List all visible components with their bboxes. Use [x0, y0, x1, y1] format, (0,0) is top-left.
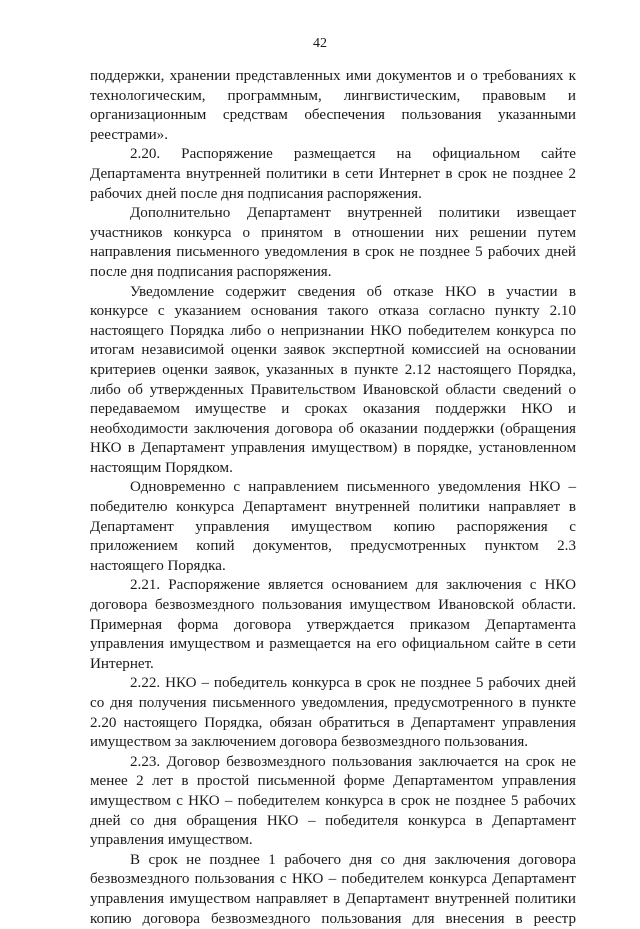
paragraph: 2.23. Договор безвозмездного пользования заключается на срок не менее 2 лет в простой письменной форме Департаментом управления имуществом с НКО – победителем конкурса в срок не позднее 5 рабочих дней со дня обращения НКО – победителя конкурса в Департамент управления имуществом.: [90, 753, 576, 849]
document-body: [90, 67, 576, 929]
paragraph: В срок не позднее 1 рабочего дня со дня заключения договора безвозмездного пользования с НКО – победителем конкурса Департамент управления имуществом направляет в Департамент внутренней политики копию договора безвозмездного пользования для внесения в реестр: [90, 851, 576, 927]
paragraph: поддержки, хранении представленных ими документов и о требованиях к технологическим, программным, лингвистическим, правовым и организационным средствам обеспечения пользования указанными реестрами».: [90, 68, 576, 143]
paragraph: Уведомление содержит сведения об отказе НКО в участии в конкурсе с указанием основания такого отказа согласно пункту 2.10 настоящего Порядка либо о непризнании НКО победителем конкурса по итогам независимой оценки заявок экспертной комиссией на основании критериев оценки заявок, указанных в пункте 2.12 настоящего Порядка, либо об утвержденных Правительством Ивановской области сведений о передаваемом имуществе и сроках оказания поддержки НКО и необходимости заключения договора об оказании поддержки (обращения НКО в Департамент управления имуществом) в порядке, установленном настоящим Порядком.: [90, 283, 576, 476]
paragraph: 2.20. Распоряжение размещается на официальном сайте Департамента внутренней политики в сети Интернет в срок не позднее 2 рабочих дней после дня подписания распоряжения.: [90, 146, 576, 202]
paragraph: Одновременно с направлением письменного уведомления НКО – победителю конкурса Департамент внутренней политики направляет в Департамент управления имуществом копию распоряжения с приложением копий документов, предусмотренных пунктом 2.3 настоящего Порядка.: [90, 479, 576, 574]
page-number: 42: [313, 36, 327, 51]
paragraph: 2.22. НКО – победитель конкурса в срок не позднее 5 рабочих дней со дня получения письменного уведомления, предусмотренного в пункте 2.20 настоящего Порядка, обязан обратиться в Департамент управления имуществом за заключением договора безвозмездного пользования.: [90, 675, 576, 751]
paragraph: 2.21. Распоряжение является основанием для заключения с НКО договора безвозмездного пользования имуществом Ивановской области. Примерная форма договора утверждается приказом Департамента управления имуществом и размещается на его официальном сайте в сети Интернет.: [90, 577, 576, 672]
paragraph: Дополнительно Департамент внутренней политики извещает участников конкурса о принятом в отношении них решении путем направления письменного уведомления в срок не позднее 5 рабочих дней после дня подписания распоряжения.: [90, 205, 576, 280]
